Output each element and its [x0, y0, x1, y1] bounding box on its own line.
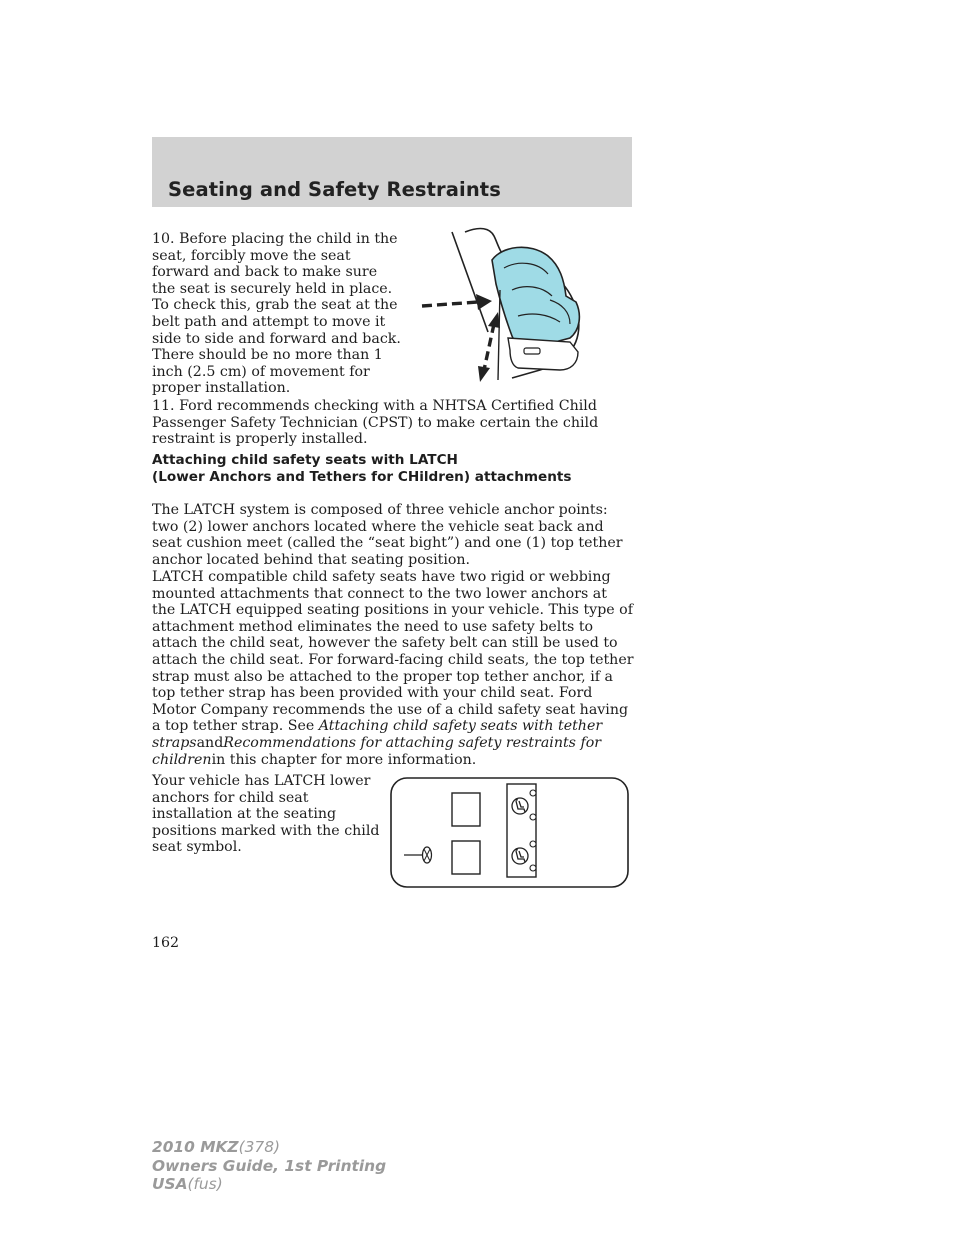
- latch-section-heading: [152, 452, 572, 485]
- latch-compatible-text: LATCH compatible child safety seats have two rigid or webbing mounted attachments that connect to the two lower anchors at the LATCH equipped seating positions in your vehicle. This type of attachment method eliminates the need to use safety belts to attach the child seat, however the safety belt can still be used to attach the child seat. For forward-facing child seats, the top tether strap must also be attached to the proper top tether anchor, if a top tether strap has been provided with your child seat. Ford Motor Company recommends the use of a child safety seat having a top tether strap. See: [152, 569, 634, 735]
- tether-straps-reference: Attaching child safety seats with tether straps: [152, 718, 603, 751]
- footer-region: USA: [152, 1175, 188, 1194]
- front-seat-left: [452, 793, 480, 826]
- child-seat-symbol-icon: [512, 848, 528, 864]
- child-seat-movement-illustration: [420, 220, 590, 390]
- child-seat-symbol-icon: [512, 798, 528, 814]
- front-seat-right: [452, 841, 480, 874]
- latch-heading-line-2: (Lower Anchors and Tethers for CHildren) attachments: [152, 468, 572, 485]
- latch-compatible-paragraph: [152, 569, 634, 768]
- vehicle-seat-diagram: [390, 777, 630, 889]
- latch-anchors-paragraph: Your vehicle has LATCH lower anchors for child seat installation at the seating positions marked with the child seat symbol.: [152, 773, 380, 856]
- recommendations-reference: Recommendations for attaching safety restraints for children: [152, 734, 602, 768]
- latch-system-paragraph: The LATCH system is composed of three vehicle anchor points: two (2) lower anchors located where the vehicle seat back and seat cushion meet (called the “seat bight”) and one (1) top tether anchor located behind that seating position.: [152, 502, 623, 568]
- page-number: 162: [152, 935, 180, 951]
- footer-printing-info: [152, 1138, 386, 1194]
- and-connector: and: [196, 734, 224, 751]
- more-info-text: in this chapter for more information.: [211, 751, 477, 768]
- step-10-paragraph: 10. Before placing the child in the seat, forcibly move the seat forward and back to make sure the seat is securely held in place. To check this, grab the seat at the belt path and attempt to move it side to side and forward and back. There should be no more than 1 inch (2.5 cm) of movement for proper installation.: [152, 231, 401, 397]
- page-title: Seating and Safety Restraints: [168, 178, 501, 201]
- footer-model: 2010 MKZ: [152, 1138, 239, 1156]
- step-11-paragraph: 11. Ford recommends checking with a NHTSA Certified Child Passenger Safety Technician (CPST) to make certain the child restraint is properly installed.: [152, 398, 599, 448]
- footer-region-code: (fus): [187, 1175, 223, 1194]
- footer-model-code: (378): [238, 1138, 280, 1156]
- latch-heading-line-1: Attaching child safety seats with LATCH: [152, 452, 458, 468]
- footer-guide: Owners Guide, 1st Printing: [152, 1156, 387, 1175]
